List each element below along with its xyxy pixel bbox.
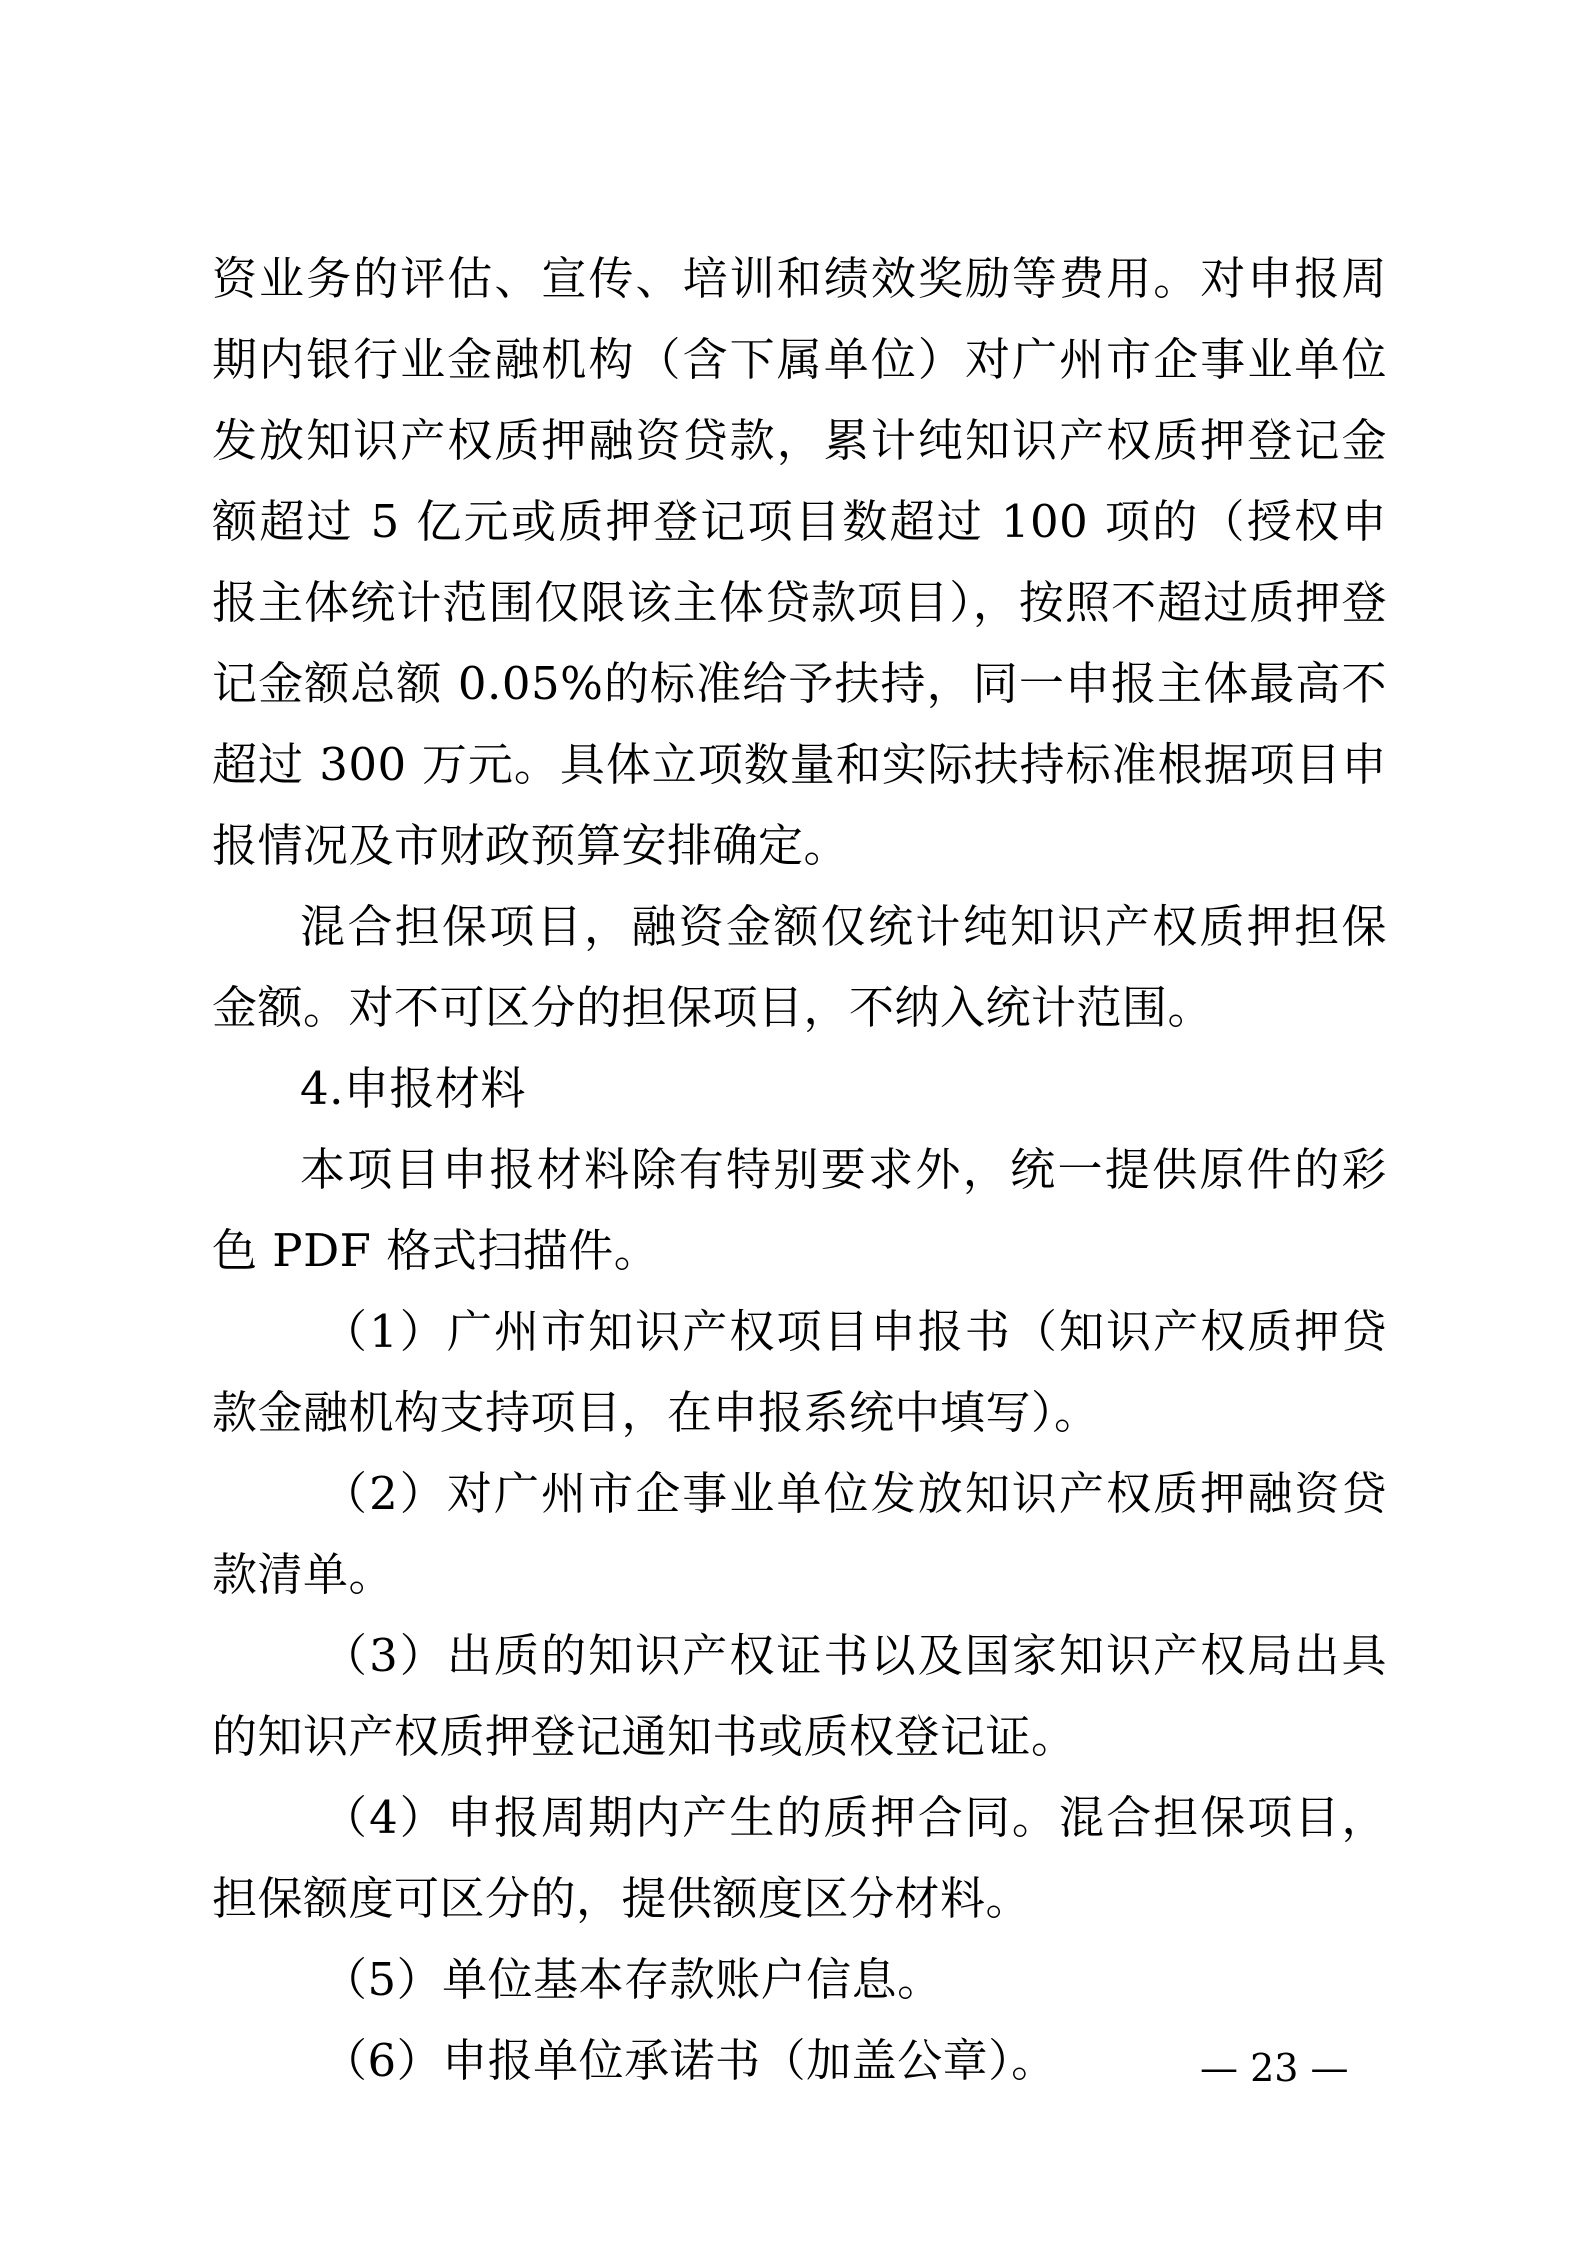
section-heading-materials: 4.申报材料 xyxy=(300,1062,526,1115)
list-item-ip-certificates: （3）出质的知识产权证书以及国家知识产权局出具的知识产权质押登记通知书或质权登记证。 xyxy=(212,1629,1387,1763)
page-number: — 23 — xyxy=(1200,2046,1349,2090)
list-item-bank-account: （5）单位基本存款账户信息。 xyxy=(322,1953,943,2006)
list-item-application-form: （1）广州市知识产权项目申报书（知识产权质押贷款金融机构支持项目，在申报系统中填写）。 xyxy=(212,1305,1387,1439)
list-item-pledge-contract: （4）申报周期内产生的质押合同。混合担保项目，担保额度可区分的，提供额度区分材料。 xyxy=(212,1791,1387,1925)
document-body xyxy=(212,238,1387,2101)
list-item-commitment-letter: （6）申报单位承诺书（加盖公章）。 xyxy=(322,2034,1057,2087)
list-item-loan-list: （2）对广州市企事业单位发放知识产权质押融资贷款清单。 xyxy=(212,1467,1387,1601)
paragraph-funding-standard: 资业务的评估、宣传、培训和绩效奖励等费用。对申报周期内银行业金融机构（含下属单位）对广州市企事业单位发放知识产权质押融资贷款，累计纯知识产权质押登记金额超过 5 亿元或质押登记项目数超过 100 项的（授权申报主体统计范围仅限该主体贷款项目），按照不超过质押登记金额总额 0.05%的标准给予扶持，同一申报主体最高不超过 300 万元。具体立项数量和实际扶持标准根据项目申报情况及市财政预算安排确定。 xyxy=(212,252,1387,872)
paragraph-materials-intro: 本项目申报材料除有特别要求外，统一提供原件的彩色 PDF 格式扫描件。 xyxy=(212,1143,1387,1277)
paragraph-mixed-guarantee: 混合担保项目，融资金额仅统计纯知识产权质押担保金额。对不可区分的担保项目，不纳入统计范围。 xyxy=(212,900,1387,1034)
